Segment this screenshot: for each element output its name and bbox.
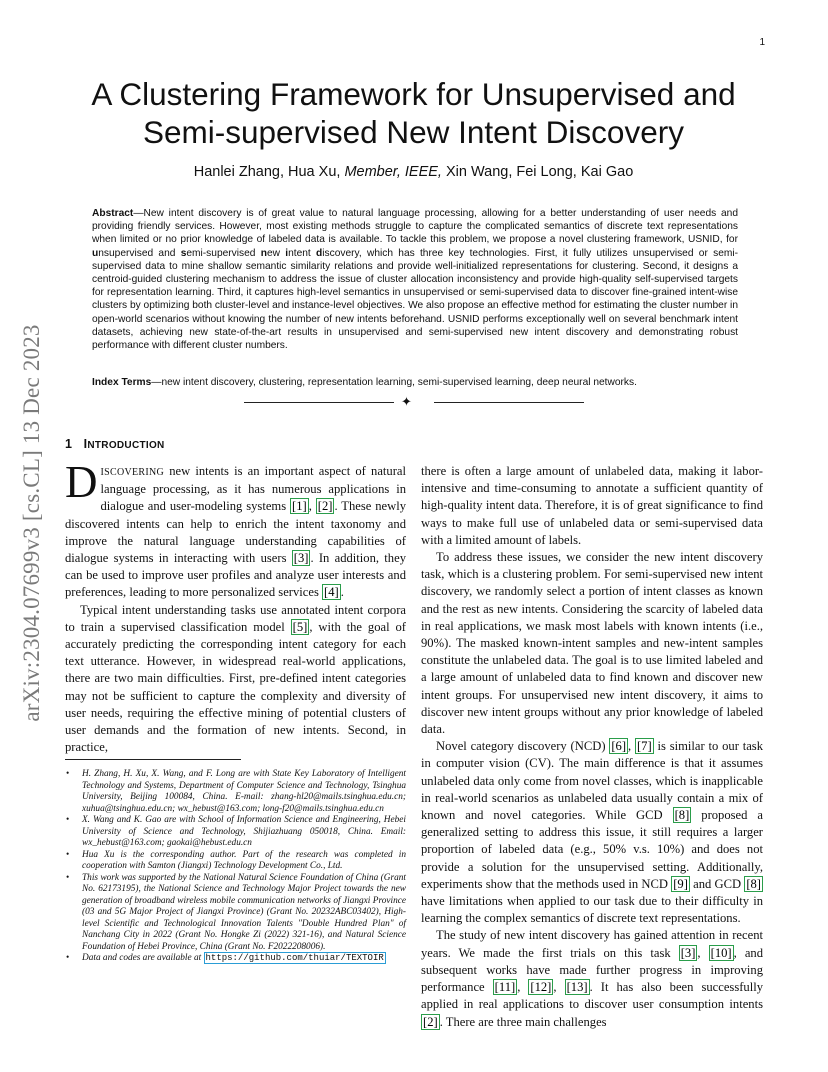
acronym-letter: n bbox=[260, 247, 267, 259]
body-text: new intents is an important aspect of natural language processing, as it has numerous applications in dialogue and user-modeling systems bbox=[100, 464, 406, 514]
body-text: , bbox=[308, 499, 316, 514]
body-text: Typical intent understanding tasks use annotated intent corpora to train a supervised classification model bbox=[65, 602, 406, 634]
body-text: have limitations when applied to our task due to their difficulty in learning the complex semantics of discrete text representations. bbox=[421, 894, 763, 926]
footnotes bbox=[65, 769, 406, 965]
index-terms-label: Index Terms bbox=[92, 377, 152, 388]
abstract-text: ntent bbox=[288, 247, 317, 259]
acronym-letter: u bbox=[92, 247, 99, 259]
body-text: , bbox=[697, 945, 709, 960]
citation-link[interactable]: [9] bbox=[673, 876, 688, 891]
citation-link[interactable]: [5] bbox=[292, 619, 308, 634]
body-text: . It has also been successfully applied in real applications to discover user consumption intents bbox=[421, 980, 764, 1012]
citation-link[interactable]: [7] bbox=[636, 739, 652, 754]
paper-title: A Clustering Framework for Unsupervised and Semi-supervised New Intent Discovery bbox=[91, 76, 736, 150]
abstract-label: Abstract bbox=[92, 208, 134, 219]
arxiv-id: arXiv:2304.07699v3 [cs.CL] 13 Dec 2023 bbox=[19, 324, 44, 722]
footnote-item: • Hua Xu is the corresponding author. Part of the research was completed in cooperation with Samton (Jiangxi) Technology Development Co., Ltd. bbox=[82, 850, 406, 873]
abstract-text: emi-supervised bbox=[186, 247, 261, 259]
section-title: I bbox=[83, 437, 88, 451]
authors-pre: Hanlei Zhang, Hua Xu, bbox=[193, 164, 345, 180]
citation-link[interactable]: [8] bbox=[674, 808, 690, 823]
body-text: . These newly discovered intents can help to enrich the intent taxonomy and improve the natural language understanding capabilities of dialogue systems in interacting with users bbox=[65, 499, 406, 566]
acronym-letter: s bbox=[180, 247, 187, 259]
body-text: , with the goal of accurately predicting the corresponding intent category for each text utterance. However, in widespread real-world applications, there are two main difficulties. First, pre-defined intent categories may not be sufficient to capture the complexity and diversity of user needs, requiring the effective mining of potential clusters of user demands and the formation of new intents. Second, in practice, bbox=[65, 619, 406, 755]
abstract-text: ew bbox=[266, 247, 286, 259]
author-list bbox=[65, 164, 762, 180]
body-text: and GCD bbox=[689, 876, 745, 891]
acronym-letter: d bbox=[316, 247, 323, 259]
section-heading bbox=[65, 437, 165, 451]
citation-link[interactable]: [2] bbox=[317, 499, 333, 514]
body-text: . bbox=[340, 585, 344, 600]
paragraph bbox=[421, 927, 763, 1030]
body-text: , bbox=[628, 739, 635, 754]
body-text: Novel category discovery (NCD) bbox=[436, 739, 610, 754]
index-terms bbox=[92, 376, 738, 389]
body-text: , bbox=[553, 980, 565, 995]
acronym-letter: i bbox=[285, 247, 289, 259]
arxiv-watermark bbox=[14, 288, 50, 758]
citation-link[interactable]: [4] bbox=[324, 585, 339, 600]
section-divider bbox=[244, 396, 584, 410]
abstract bbox=[92, 207, 738, 352]
footnote-text: Data and codes are available at bbox=[82, 953, 204, 963]
body-text: proposed a generalized setting to address this issue, it still requires a larger proportion of labeled data (e.g., 50% v.s. 10%) and does not provide a solution for the unsupervised setting. Additionally, experiments show that the methods used in NCD bbox=[421, 808, 763, 891]
citation-link[interactable]: [6] bbox=[611, 739, 627, 754]
footnote-item: • This work was supported by the National Natural Science Foundation of China (Grant No. 62173195), the National Science and Technology Major Project towards the new generation of broadband wireless mobile communication networks of Jiangxi Province (03 and 5G Major Project of Jiangxi Province) (Grant No. 20232ABC03402), High-level Scientific and Technological Innovation Talents "Double Hundred Plan" of Nanchang City in 2022 (Grant No. Hongke Zi (2022) 321-16), and Natural Science Foundation of Hebei Province, China (Grant No. F2022208006). bbox=[82, 873, 406, 954]
paragraph bbox=[65, 602, 406, 757]
citation-link[interactable]: [11] bbox=[494, 980, 516, 995]
citation-link[interactable]: [13] bbox=[566, 980, 588, 995]
abstract-text: —New intent discovery is of great value to natural language processing, allowing for a better understanding of user needs and providing friendly services. However, most existing methods struggle to capture the complicated semantics of discrete text representations when limited or no prior knowledge of labeled data is available. To tackle this problem, we propose a novel clustering framework, USNID, for bbox=[92, 208, 738, 246]
paragraph: there is often a large amount of unlabeled data, making it labor-intensive and time-consuming to annotate a sufficient quantity of high-quality intent data. Therefore, it is of great significance to find ways to make full use of unlabeled data or semi-supervised data with a limited amount of labels. bbox=[421, 464, 763, 547]
body-text: , bbox=[517, 980, 529, 995]
page-number: 1 bbox=[759, 37, 765, 48]
citation-link[interactable]: [2] bbox=[423, 1014, 438, 1029]
paragraph: To address these issues, we consider the new intent discovery task, which is a clustering problem. For semi-supervised new intent discovery, we randomly select a portion of intent classes as known and the rest as new intents. Considering the scarcity of labeled data in real applications, we mask most labels with known intents (i.e., 90%). The masked known-intent samples and new-intent samples constitute the unlabeled data. The goal is to use limited labeled and a large amount of unlabeled data to find known and discover new intent groups. For unsupervised new intent discovery, it aims to discover new intent groups without any prior knowledge of labeled data. bbox=[421, 550, 763, 737]
footnote-rule bbox=[65, 759, 241, 760]
body-text: . There are three main challenges bbox=[439, 1014, 607, 1029]
body-text: . In addition, they can be used to improve user profiles and analyze user interests and preferences, leading to more personalized services bbox=[65, 551, 406, 600]
citation-link[interactable]: [12] bbox=[530, 980, 552, 995]
citation-link[interactable]: [1] bbox=[292, 499, 307, 514]
footnote-item: • X. Wang and K. Gao are with School of Information Science and Engineering, Hebei University of Science and Technology, Shijiazhuang 050018, China. Email: wx_hebust@163.com; gaokai@hebust.edu.cn bbox=[82, 815, 406, 850]
citation-link[interactable]: [3] bbox=[680, 945, 696, 960]
abstract-text: nsupervised and bbox=[98, 247, 181, 259]
citation-link[interactable]: [3] bbox=[293, 551, 309, 566]
citation-link[interactable]: [8] bbox=[746, 876, 761, 891]
drop-cap: D bbox=[65, 457, 98, 507]
small-caps-text: ISCOVERING bbox=[100, 467, 165, 478]
footnote-item bbox=[82, 953, 406, 965]
body-text: , and subsequent works have made further progress in improving performance bbox=[421, 945, 764, 995]
body-text: The study of new intent discovery has gained attention in recent years. We made the first trials on this task bbox=[421, 928, 763, 960]
divider-star-icon: ✦ bbox=[401, 394, 412, 409]
citation-link[interactable]: [10] bbox=[710, 945, 732, 960]
authors-post: Xin Wang, Fei Long, Kai Gao bbox=[441, 164, 634, 180]
code-url-link[interactable]: https://github.com/thuiar/TEXTOIR bbox=[205, 953, 384, 963]
footnote-item: • H. Zhang, H. Xu, X. Wang, and F. Long are with State Key Laboratory of Intelligent Technology and Systems, Department of Computer Science and Technology, Tsinghua University, Beijing 100084, China. E-mail: zhang-hl20@mails.tsinghua.edu.cn; xuhua@tsinghua.edu.cn; wx_hebust@163.com; long-f20@mails.tsinghua.edu.cn bbox=[82, 769, 406, 815]
section-title-rest: NTRODUCTION bbox=[87, 440, 165, 451]
index-terms-text: —new intent discovery, clustering, representation learning, semi-supervised learning, deep neural networks. bbox=[151, 377, 637, 388]
authors-role: Member, IEEE, bbox=[344, 164, 442, 180]
paragraph bbox=[65, 457, 406, 602]
divider-line-right bbox=[434, 402, 584, 403]
abstract-text: iscovery, which has three key technologies. First, it fully utilizes unsupervised or semi-supervised data to mine shallow semantic similarity relations and provide well-initialized representations for clustering. Second, it designs a centroid-guided clustering mechanism to address the issue of cluster allocation inconsistency and provide high-quality self-supervised targets for representation learning. Third, it captures high-level semantics in unsupervised or semi-supervised data to discover fine-grained intent-wise clusters by optimizing both cluster-level and instance-level objectives. We also propose an effective method for estimating the cluster number in open-world scenarios without knowing the number of new intents beforehand. USNID performs exceptionally well on several benchmark intent datasets, achieving new state-of-the-art results in unsupervised and semi-supervised new intent discovery and demonstrating robust performance with different cluster numbers. bbox=[92, 247, 739, 352]
body-text: is similar to our task in computer vision (CV). The main difference is that it assumes unlabeled data only come from novel classes, which is inapplicable in real-world scenarios as unlabeled data usually contain a mix of known and novel categories. While GCD bbox=[421, 739, 763, 823]
left-column bbox=[65, 457, 406, 756]
section-number: 1 bbox=[65, 437, 73, 451]
divider-line-left bbox=[244, 402, 394, 403]
right-column bbox=[421, 463, 763, 1031]
paragraph bbox=[421, 738, 763, 927]
